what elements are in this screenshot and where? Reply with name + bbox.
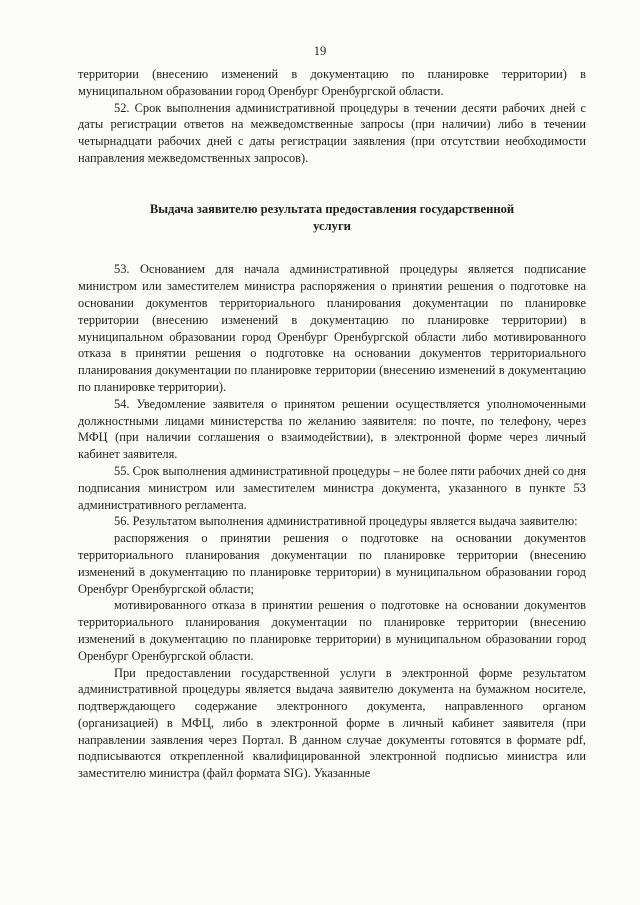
paragraph-56-item-1: распоряжения о принятии решения о подготовке на основании документов территориального планирования документации по планировке территории (внесению изменений в документацию по планировке территории) в муниципальном образовании город Оренбург Оренбургской области; [78,531,586,596]
paragraph-55: 55. Срок выполнения административной процедуры – не более пяти рабочих дней со дня подписания министром или заместителем министра документа, указанного в пункте 53 административного регламента. [78,463,586,512]
page-number: 19 [313,44,327,58]
paragraph-53: 53. Основанием для начала административной процедуры является подписание министром или заместителем министра распоряжения о принятии решения о подготовке на основании документов территориального планирования документации по планировке территории (внесению изменений в документацию по планировке территории) в муниципальном образовании город Оренбург Оренбургской области либо мотивированного отказа в принятии решения о подготовке на основании документов территориального планирования документации по планировке территории (внесению изменений в документацию по планировке территории). [78,262,586,394]
paragraph-54: 54. Уведомление заявителя о принятом решении осуществляется уполномоченными должностными лицами министерства по желанию заявителя: по почте, по телефону, через МФЦ (при наличии соглашения о взаимодействии), в электронной форме через личный кабинет заявителя. [78,396,586,462]
paragraph-56-item-2: мотивированного отказа в принятии решения о подготовке на основании документов территориального планирования документации по планировке территории (внесению изменений в документацию по планировке территории) в муниципальном образовании город Оренбург Оренбургской области. [78,598,586,663]
document-body [78,66,586,782]
paragraph-continuation: территории (внесению изменений в документацию по планировке территории) в муниципальном образовании город Оренбург Оренбургской области. [78,67,586,98]
section-heading: Выдача заявителю результата предоставления государственной услуги [149,201,515,233]
paragraph-56: 56. Результатом выполнения административной процедуры является выдача заявителю: [114,514,578,529]
paragraph-52: 52. Срок выполнения административной процедуры в течении десяти рабочих дней с даты регистрации ответов на межведомственные запросы (при наличии) либо в течении четырнадцати рабочих дней с даты регистрации заявления (при отсутствии необходимости направления межведомственных запросов). [78,100,586,165]
paragraph-electronic-result: При предоставлении государственной услуги в электронной форме результатом административной процедуры является выдача заявителю документа на бумажном носителе, подтверждающего содержание электронного документа, направленного органом (организацией) в МФЦ, либо в электронной форме в личный кабинет заявителя (при направлении заявления через Портал. В данном случае документы готовятся в формате pdf, подписываются открепленной квалифицированной электронной подписью министра или заместителю министра (файл формата SIG). Указанные [78,665,586,781]
